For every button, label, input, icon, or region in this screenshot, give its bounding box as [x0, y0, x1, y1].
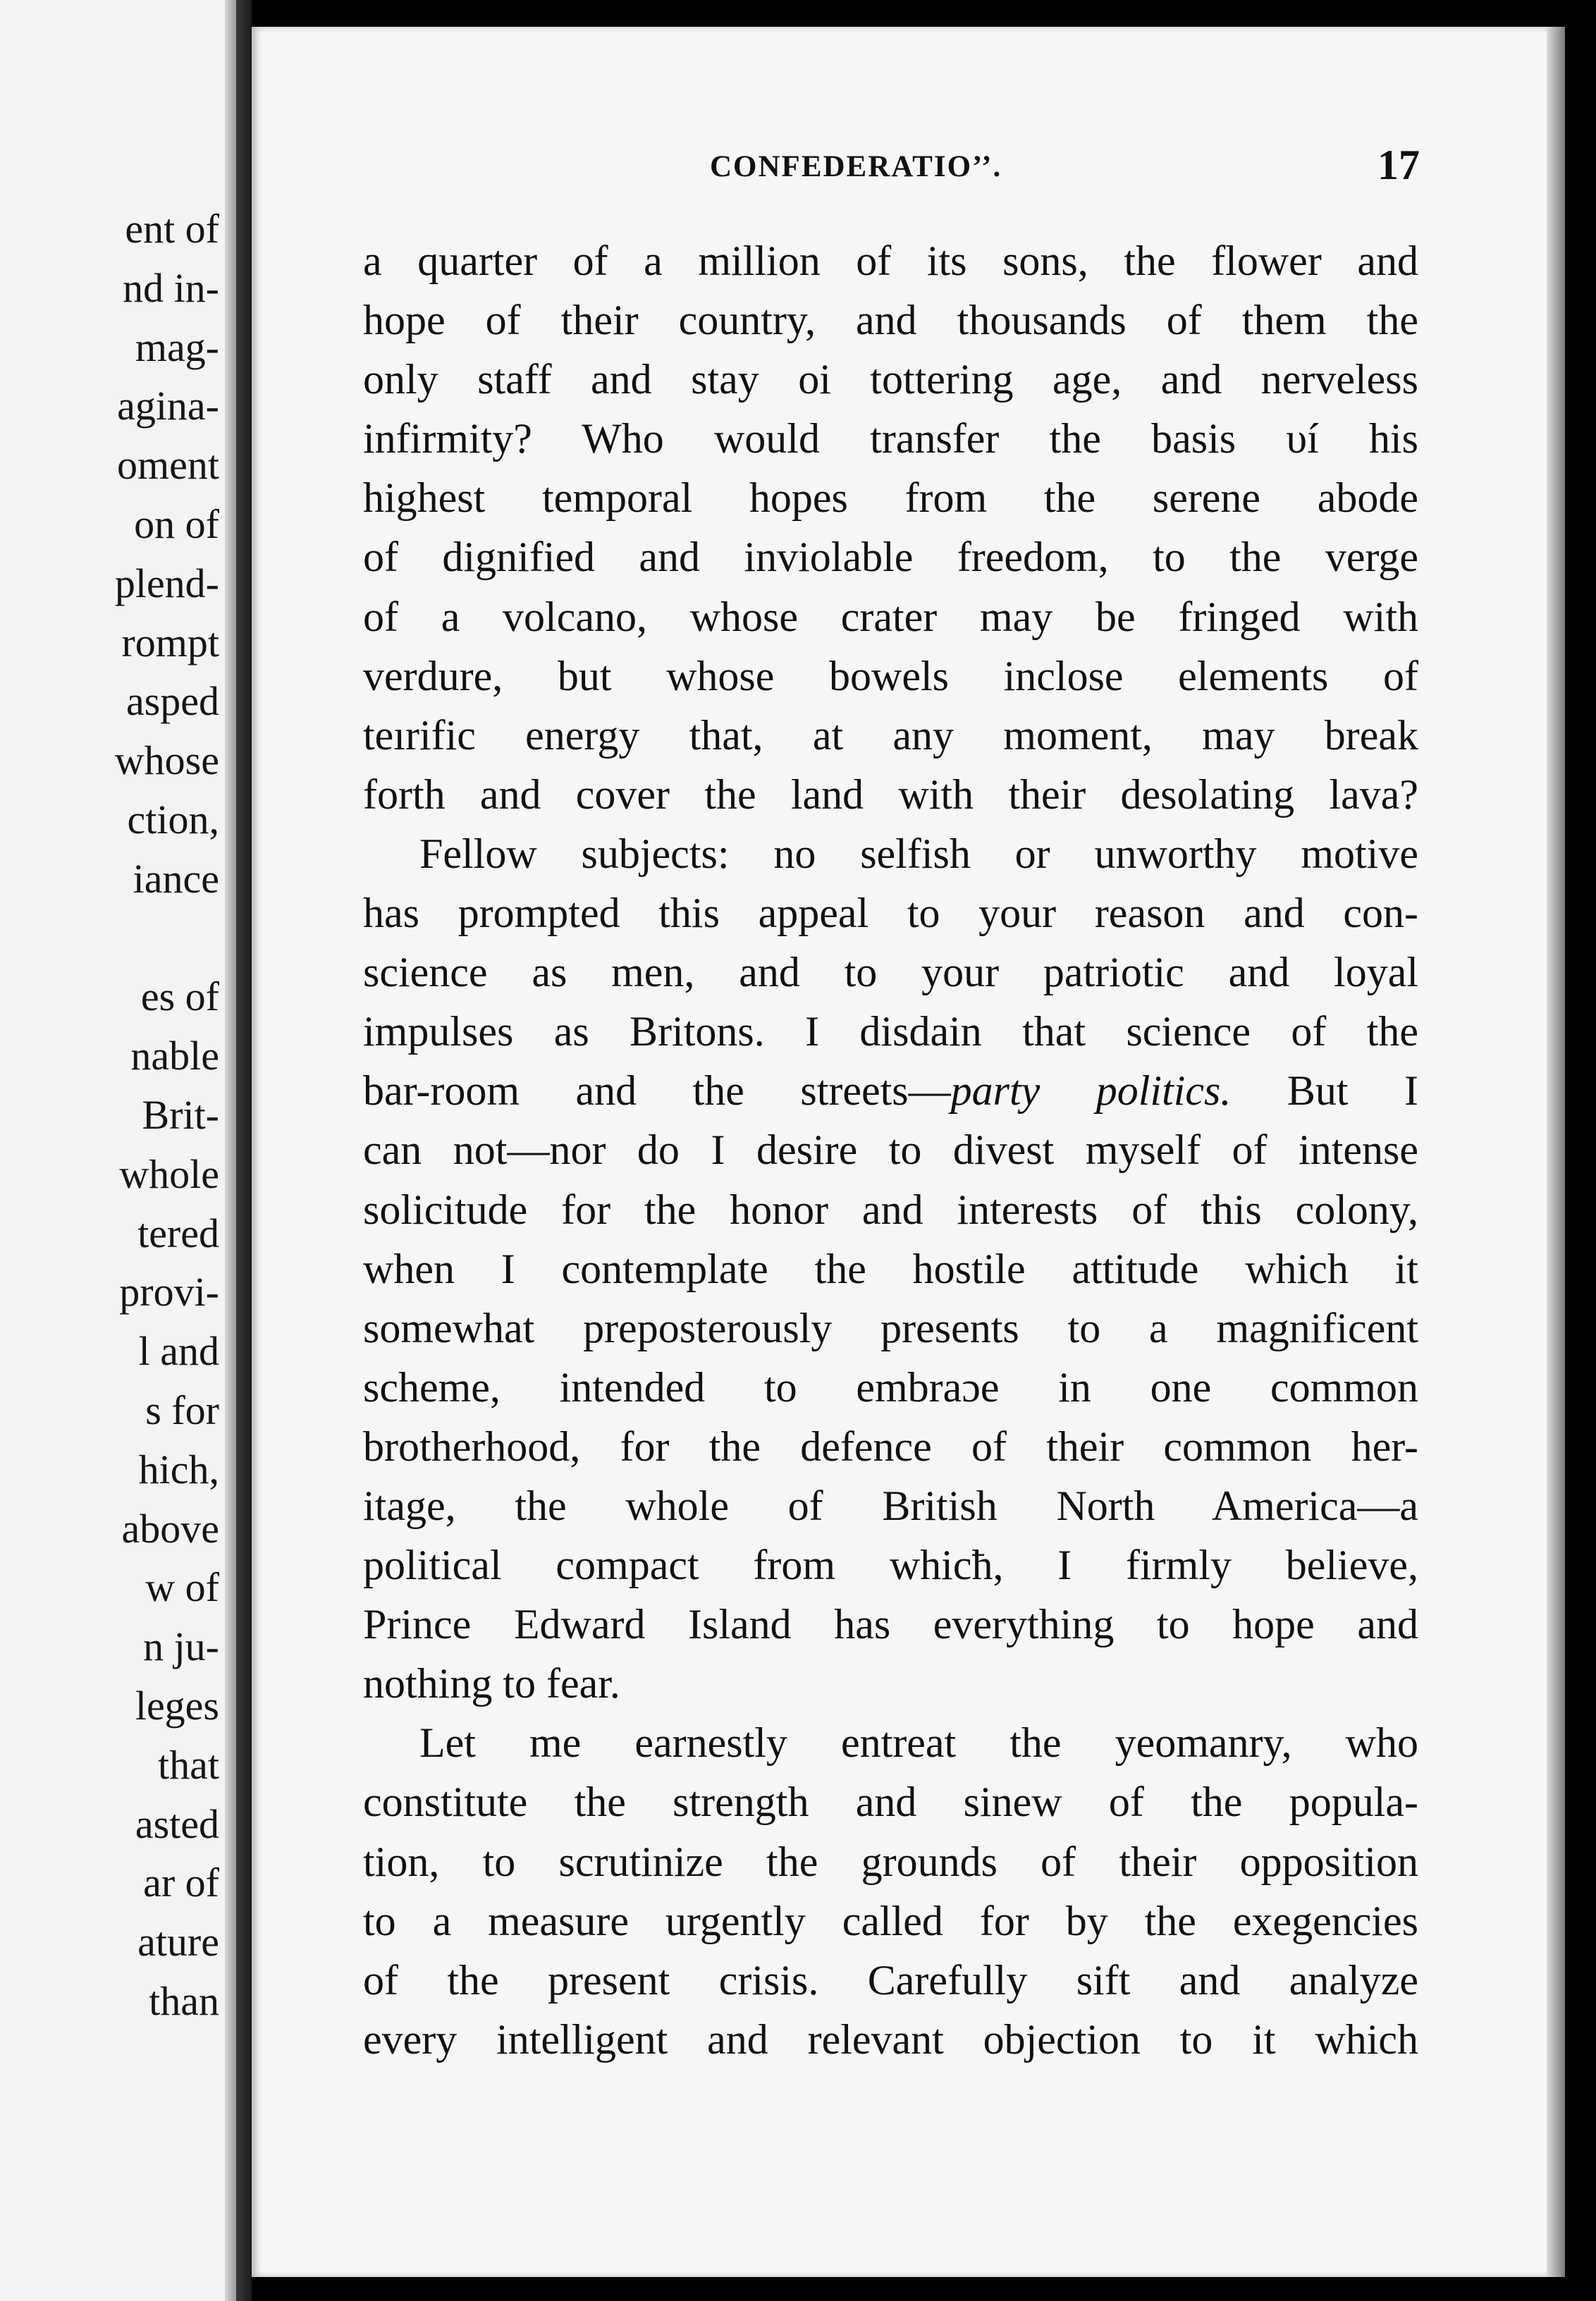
left-page-line: nable [130, 1033, 219, 1079]
text-line [363, 1061, 1418, 1120]
text-line: nothing to fear. [363, 1660, 620, 1707]
left-page-line: w of [145, 1564, 219, 1611]
text-line: science as men, and to your patriotic and loyal [363, 949, 1418, 996]
left-page-line: provi- [119, 1269, 219, 1315]
text-line: every intelligent and relevant objection to it which [363, 2015, 1418, 2063]
text-line: itage, the whole of British North America—a [363, 1482, 1418, 1529]
left-page-line: nd in- [123, 264, 219, 311]
text-line: can not—nor do I desire to divest myself of intense [363, 1127, 1418, 1174]
left-page-line: on of [134, 501, 219, 547]
left-page-line: asped [125, 678, 219, 725]
text-line: impulses as Britons. I disdain that science of the [363, 1008, 1418, 1055]
text-line: only staff and stay oi tottering age, and nerveless [363, 356, 1418, 403]
left-page-fragment [0, 0, 236, 2301]
left-page-line: agina- [117, 383, 219, 429]
text-line: brotherhood, for the defence of their common her- [363, 1423, 1418, 1470]
left-page-line: rompt [121, 619, 219, 665]
text-line: forth and cover the land with their desolating lava? [363, 771, 1418, 818]
text-line: somewhat preposterously presents to a magnificent [363, 1304, 1418, 1351]
text-line: verdure, but whose bowels inclose elements of [363, 652, 1418, 699]
left-page-fold [225, 0, 236, 2301]
text-line: a quarter of a million of its sons, the flower and [363, 238, 1418, 284]
text-line: Let me earnestly entreat the yeomanry, who [419, 1719, 1418, 1767]
left-page-line: above [121, 1505, 219, 1552]
left-page-line: ction, [127, 796, 219, 842]
text-line: constitute the strength and sinew of the popula- [363, 1779, 1418, 1826]
text-line: Prince Edward Island has everything to hope and [363, 1601, 1418, 1648]
left-page-line: plend- [114, 560, 219, 606]
text-line: scheme, intended to embraɔe in one common [363, 1363, 1418, 1411]
text-line: teırific energy that, at any moment, may break [363, 711, 1418, 759]
text-line: infirmity? Who would transfer the basis υí his [363, 415, 1418, 462]
left-page-line: tered [137, 1210, 219, 1256]
book-page [252, 27, 1565, 2277]
left-page-line: oment [117, 442, 219, 489]
text-line: of dignified and inviolable freedom, to the verge [363, 534, 1418, 581]
left-page-line: ar of [143, 1860, 219, 1906]
left-page-line: than [149, 1977, 219, 2024]
page-number: 17 [1377, 142, 1420, 188]
running-head-title: CONFEDERATIO’’. [710, 150, 1002, 183]
text-line: to a measure urgently called for by the exegencies [363, 1897, 1418, 1944]
left-page-line [115, 909, 219, 968]
page-edge [1547, 27, 1565, 2277]
text-line: when I contemplate the hostile attitude which it [363, 1245, 1418, 1292]
text-line: hope of their country, and thousands of them the [363, 297, 1418, 344]
left-page-line: leges [135, 1682, 219, 1729]
text-run: bar-room and the streets— [363, 1067, 951, 1115]
left-page-line: asted [135, 1800, 219, 1847]
body-text [363, 231, 1418, 2069]
left-page-line: whose [114, 737, 219, 784]
left-page-line: n ju- [143, 1624, 219, 1670]
left-page-line: whole [119, 1150, 219, 1197]
text-line: of the present crisis. Carefully sift and analyze [363, 1956, 1418, 2004]
running-head [252, 141, 1565, 197]
left-page-line: s for [145, 1387, 219, 1433]
text-run: But I [1231, 1067, 1419, 1115]
left-page-line: hich, [138, 1446, 219, 1492]
text-line: highest temporal hopes from the serene abode [363, 474, 1418, 522]
text-line: tion, to scrutinize the grounds of their opposition [363, 1838, 1418, 1885]
binding-gutter [236, 0, 252, 2301]
text-line: solicitude for the honor and interests of this colony, [363, 1186, 1418, 1233]
left-page-text [115, 200, 219, 2031]
left-page-line: ature [137, 1919, 219, 1965]
text-line: of a volcano, whose crater may be fringed with [363, 593, 1418, 640]
left-page-line: that [158, 1741, 219, 1788]
left-page-line: l and [138, 1328, 219, 1375]
left-page-line: es of [140, 974, 219, 1020]
left-page-line: iance [133, 855, 219, 902]
left-page-line: Brit- [142, 1091, 219, 1138]
text-line: has prompted this appeal to your reason and con- [363, 890, 1418, 937]
text-line: political compact from whicħ, I firmly believe, [363, 1542, 1418, 1589]
left-page-line: ent of [125, 206, 219, 252]
text-line: Fellow subjects: no selfish or unworthy motive [419, 830, 1418, 877]
italic-phrase: party politics. [950, 1067, 1232, 1115]
left-page-line: mag- [135, 324, 219, 370]
